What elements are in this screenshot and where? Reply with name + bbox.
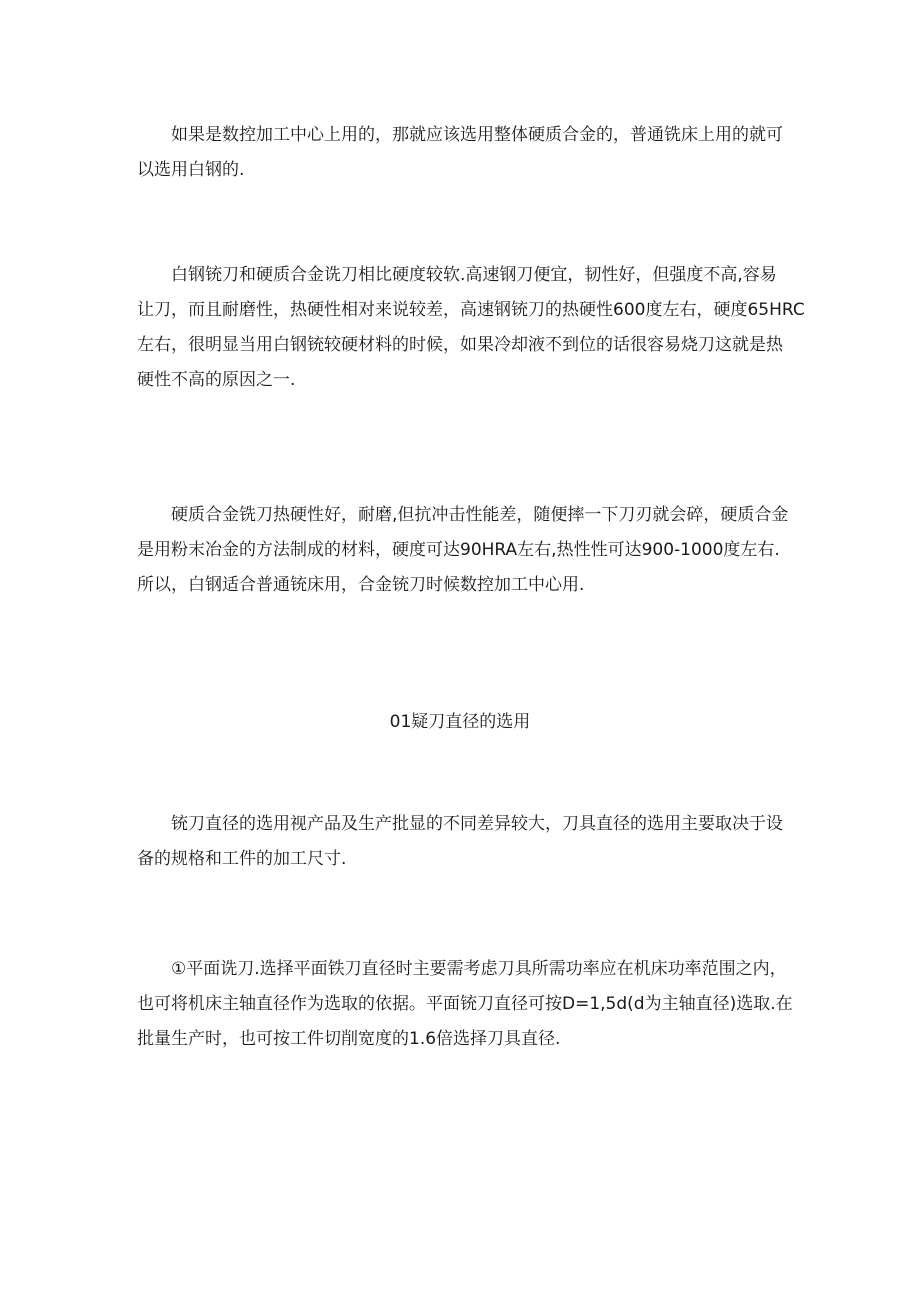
paragraph-line: 铳刀直径的选用视产品及生产批显的不同差异较大，刀具直径的选用主要取决于设 bbox=[171, 814, 783, 834]
paragraph-line: 所以，白钢适合普通铳床用，合金铳刀时候数控加工中心用. bbox=[137, 575, 585, 595]
paragraph-3 bbox=[137, 498, 789, 603]
paragraph-line: 硬质合金铣刀热硬性好，耐磨,但抗冲击性能差，随便摔一下刀刃就会碎，硬质合金 bbox=[171, 505, 789, 525]
paragraph-line: 让刀，而且耐磨性，热硬性相对来说较差，高速钢铳刀的热硬性600度左右，硬度65HRC bbox=[137, 300, 805, 320]
paragraph-line: 也可将机床主轴直径作为选取的依据。平面铳刀直径可按D=1,5d(d为主轴直径)选取.在 bbox=[137, 994, 793, 1014]
section-heading: 01疑刀直径的选用 bbox=[389, 712, 531, 732]
paragraph-2 bbox=[137, 258, 805, 398]
paragraph-line: 批量生产时，也可按工件切削宽度的1.6倍选择刀具直径. bbox=[137, 1029, 561, 1049]
paragraph-4 bbox=[137, 807, 789, 877]
paragraph-line: 备的规格和工件的加工尺寸. bbox=[137, 849, 347, 869]
paragraph-line: 是用粉末冶金的方法制成的材料，硬度可达90HRA左右,热性性可达900-1000度左右. bbox=[137, 540, 780, 560]
paragraph-line: 以选用白钢的. bbox=[137, 160, 245, 180]
paragraph-line: 左右，很明显当用白钢铳较硬材料的时候，如果冷却液不到位的话很容易烧刀这就是热 bbox=[137, 335, 783, 355]
paragraph-line: 硬性不高的原因之一. bbox=[137, 370, 296, 390]
paragraph-line: 如果是数控加工中心上用的，那就应该选用整体硬质合金的，普通铣床上用的就可 bbox=[171, 125, 783, 145]
paragraph-line: ①平面诜刀.选择平面铁刀直径时主要需考虑刀具所需功率应在机床功率范围之内， bbox=[171, 959, 787, 979]
paragraph-1 bbox=[137, 118, 789, 188]
paragraph-line: 白钢铳刀和硬质合金诜刀相比硬度较软.高速钢刀便宜，韧性好，但强度不高,容易 bbox=[171, 265, 777, 285]
paragraph-5 bbox=[137, 952, 793, 1057]
